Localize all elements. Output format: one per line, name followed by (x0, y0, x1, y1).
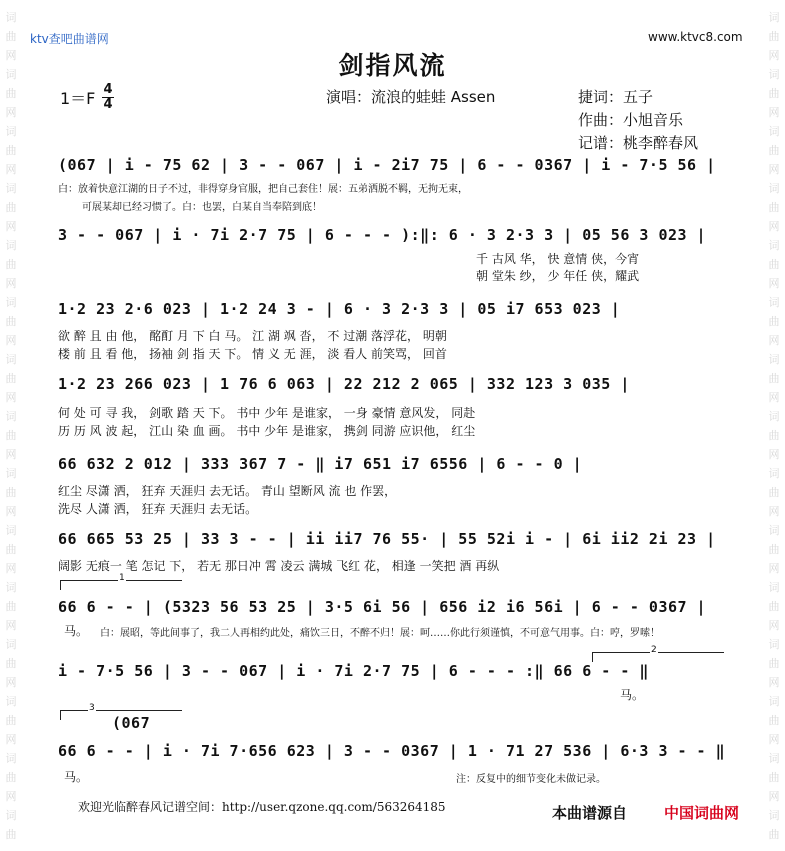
watermark-glyph: 曲 (768, 543, 780, 556)
watermark-glyph: 词 (768, 581, 780, 594)
watermark-glyph: 网 (5, 163, 17, 176)
ending-2-tick (592, 652, 593, 662)
watermark-glyph: 网 (768, 790, 780, 803)
lyricist-credit: 捷词：五子 (578, 88, 654, 106)
watermark-glyph: 网 (768, 619, 780, 632)
watermark-glyph: 网 (768, 505, 780, 518)
lyric-row-5b: 洗尽 人潇 洒， 狂弃 天涯归 去无话。 (58, 502, 258, 516)
lyric-row-2a: 千 古风 华， 快 意情 侠，今宵 (476, 252, 640, 266)
ending-1-number: 1 (119, 573, 125, 583)
transcriber-credit: 记谱：桃李醉春风 (578, 134, 699, 152)
watermark-glyph: 网 (768, 391, 780, 404)
watermark-glyph: 词 (5, 752, 17, 765)
watermark-glyph: 词 (768, 809, 780, 822)
watermark-glyph: 曲 (5, 315, 17, 328)
notation-row-9: 66 6 - - | i · 7i 7·656 623 | 3 - - 0367 | 1 · 71 27 536 | 6·3 3 - - ‖ (58, 742, 726, 760)
watermark-glyph: 词 (768, 410, 780, 423)
ending-2-number: 2 (651, 645, 657, 655)
watermark-glyph: 曲 (768, 201, 780, 214)
lyric-row-8a: 马。 (620, 688, 645, 702)
notation-row-5: 66 632 2 012 | 333 367 7 - ‖ i7 651 i7 6556 | 6 - - 0 | (58, 455, 583, 473)
watermark-glyph: 曲 (768, 828, 780, 841)
watermark-glyph: 曲 (5, 30, 17, 43)
watermark-glyph: 词 (768, 524, 780, 537)
watermark-glyph: 网 (768, 277, 780, 290)
watermark-glyph: 曲 (768, 600, 780, 613)
watermark-glyph: 词 (768, 125, 780, 138)
watermark-glyph: 网 (768, 448, 780, 461)
watermark-glyph: 词 (768, 68, 780, 81)
watermark-glyph: 词 (768, 239, 780, 252)
site-name-left[interactable]: ktv查吧曲谱网 (30, 32, 109, 46)
watermark-glyph: 词 (5, 182, 17, 195)
watermark-glyph: 曲 (768, 657, 780, 670)
watermark-glyph: 网 (5, 334, 17, 347)
watermark-glyph: 网 (5, 106, 17, 119)
watermark-glyph: 网 (5, 505, 17, 518)
watermark-glyph: 曲 (768, 771, 780, 784)
watermark-glyph: 网 (768, 733, 780, 746)
ending-2-bracket (592, 652, 724, 653)
watermark-glyph: 词 (768, 296, 780, 309)
watermark-glyph: 曲 (5, 258, 17, 271)
lyric-row-2b: 朝 堂朱 纱， 少 年任 侠，耀武 (476, 269, 640, 283)
watermark-glyph: 网 (5, 676, 17, 689)
watermark-column-left (2, 8, 20, 844)
watermark-glyph: 网 (768, 163, 780, 176)
notation-row-2: 3 - - 067 | i · 7i 2·7 75 | 6 - - - ):‖: 6 · 3 2·3 3 | 05 56 3 023 | (58, 226, 707, 244)
notation-row-7: 66 6 - - | (5323 56 53 25 | 3·5 6i 56 | 656 i2 i6 56i | 6 - - 0367 | (58, 598, 707, 616)
watermark-glyph: 网 (5, 790, 17, 803)
watermark-column-right (765, 8, 783, 844)
time-signature-bottom: 4 (103, 97, 113, 112)
watermark-glyph: 词 (5, 353, 17, 366)
watermark-glyph: 曲 (768, 315, 780, 328)
singer-credit: 演唱：流浪的蛙蛙 Assen (326, 88, 496, 106)
notation-row-8: i - 7·5 56 | 3 - - 067 | i · 7i 2·7 75 | 6 - - - :‖ 66 6 - - ‖ (58, 662, 649, 680)
watermark-glyph: 词 (768, 353, 780, 366)
source-site[interactable]: 中国词曲网 (664, 804, 740, 822)
watermark-glyph: 曲 (768, 429, 780, 442)
watermark-glyph: 网 (5, 562, 17, 575)
watermark-glyph: 词 (5, 410, 17, 423)
watermark-glyph: 曲 (5, 201, 17, 214)
composer-credit: 作曲：小旭音乐 (578, 111, 684, 129)
song-title: 剑指风流 (338, 51, 447, 80)
watermark-glyph: 曲 (768, 714, 780, 727)
watermark-glyph: 词 (5, 809, 17, 822)
watermark-glyph: 词 (768, 11, 780, 24)
ending-3-tick (60, 710, 61, 720)
time-signature (102, 84, 114, 111)
watermark-glyph: 网 (768, 334, 780, 347)
watermark-glyph: 网 (5, 448, 17, 461)
lyric-row-3a: 欲 醉 且 由 他， 酩酊 月 下 白 马。 江 湖 飒 沓， 不 过潮 落浮花， 明朝 (58, 329, 447, 343)
lyric-row-9a: 马。 (64, 770, 89, 784)
watermark-glyph: 网 (5, 220, 17, 233)
watermark-glyph: 词 (768, 638, 780, 651)
dialog-row-1a: 白：放着快意江湖的日子不过，非得穿身官服，把自己套住！展：五弟洒脱不羁，无拘无束， (58, 184, 468, 195)
watermark-glyph: 网 (768, 220, 780, 233)
watermark-glyph: 曲 (768, 258, 780, 271)
watermark-glyph: 词 (5, 68, 17, 81)
lyric-row-6a: 阔影 无痕一 笔 怎记 下， 若无 那日冲 霄 凌云 满城 飞红 花， 相逢 一笑把 酒 再纵 (58, 559, 500, 573)
lyric-row-3b: 楼 前 且 看 他， 扬袖 剑 指 天 下。 情 义 无 涯， 淡 看人 前笑骂， 回首 (58, 347, 447, 361)
time-signature-top: 4 (103, 82, 113, 97)
watermark-glyph: 词 (5, 467, 17, 480)
watermark-glyph: 词 (768, 695, 780, 708)
notation-row-9-pickup: (067 (112, 714, 151, 732)
watermark-glyph: 曲 (5, 429, 17, 442)
watermark-glyph: 曲 (5, 714, 17, 727)
watermark-glyph: 词 (768, 182, 780, 195)
watermark-glyph: 网 (5, 391, 17, 404)
watermark-glyph: 曲 (768, 372, 780, 385)
dialog-row-1b: 可展某却已经习惯了。白：也罢，白某自当奉陪到底！ (82, 202, 322, 213)
watermark-glyph: 曲 (768, 30, 780, 43)
watermark-glyph: 曲 (5, 657, 17, 670)
watermark-glyph: 网 (5, 49, 17, 62)
lyric-row-4a: 何 处 可 寻 我， 剑歌 踏 天 下。 书中 少年 是谁家， 一身 豪情 意风发， 同赴 (58, 406, 476, 420)
watermark-glyph: 词 (5, 125, 17, 138)
watermark-glyph: 曲 (768, 87, 780, 100)
notation-row-4: 1·2 23 266 023 | 1 76 6 063 | 22 212 2 065 | 332 123 3 035 | (58, 375, 630, 393)
lyric-row-4b: 历 历 风 波 起， 江山 染 血 画。 书中 少年 是谁家， 携剑 同游 应识他， 红尘 (58, 424, 476, 438)
watermark-glyph: 网 (768, 562, 780, 575)
watermark-glyph: 网 (5, 277, 17, 290)
lyric-row-7a: 马。 (64, 624, 89, 638)
ending-3-bracket (60, 710, 182, 711)
watermark-glyph: 网 (768, 106, 780, 119)
watermark-glyph: 网 (5, 619, 17, 632)
footer-visit-link[interactable]: 欢迎光临醉春风记谱空间：http://user.qzone.qq.com/563264185 (78, 800, 446, 814)
watermark-glyph: 词 (5, 638, 17, 651)
watermark-glyph: 词 (5, 11, 17, 24)
notation-row-6: 66 665 53 25 | 33 3 - - | ii ii7 76 55· | 55 52i i - | 6i ii2 2i 23 | (58, 530, 716, 548)
ending-1-tick (60, 580, 61, 590)
watermark-glyph: 曲 (5, 771, 17, 784)
transcription-note: 注：反复中的细节变化未做记录。 (456, 774, 606, 785)
watermark-glyph: 曲 (5, 828, 17, 841)
dialog-row-7: 白：展昭，等此间事了，我二人再相约此处，痛饮三日，不醉不归！展：呵……你此行须谨慎，不可意气用事。白：哼，罗嗦！ (100, 628, 660, 639)
ending-3-number: 3 (89, 703, 95, 713)
watermark-glyph: 词 (5, 239, 17, 252)
watermark-glyph: 曲 (5, 486, 17, 499)
watermark-glyph: 网 (768, 49, 780, 62)
source-label: 本曲谱源自 (552, 804, 628, 822)
watermark-glyph: 词 (768, 752, 780, 765)
site-url-right[interactable]: www.ktvc8.com (648, 30, 743, 44)
watermark-glyph: 网 (768, 676, 780, 689)
watermark-glyph: 词 (768, 467, 780, 480)
watermark-glyph: 词 (5, 296, 17, 309)
watermark-glyph: 曲 (5, 543, 17, 556)
watermark-glyph: 曲 (5, 372, 17, 385)
watermark-glyph: 曲 (5, 144, 17, 157)
watermark-glyph: 曲 (5, 87, 17, 100)
watermark-glyph: 词 (5, 524, 17, 537)
lyric-row-5a: 红尘 尽潇 洒， 狂弃 天涯归 去无话。 青山 望断风 流 也 作罢， (58, 484, 397, 498)
key-signature: 1＝F (60, 89, 96, 108)
watermark-glyph: 曲 (768, 486, 780, 499)
watermark-glyph: 词 (5, 695, 17, 708)
watermark-glyph: 曲 (768, 144, 780, 157)
notation-row-1: (067 | i - 75 62 | 3 - - 067 | i - 2i7 75 | 6 - - 0367 | i - 7·5 56 | (58, 156, 716, 174)
watermark-glyph: 词 (5, 581, 17, 594)
notation-row-3: 1·2 23 2·6 023 | 1·2 24 3 - | 6 · 3 2·3 3 | 05 i7 653 023 | (58, 300, 621, 318)
watermark-glyph: 曲 (5, 600, 17, 613)
watermark-glyph: 网 (5, 733, 17, 746)
